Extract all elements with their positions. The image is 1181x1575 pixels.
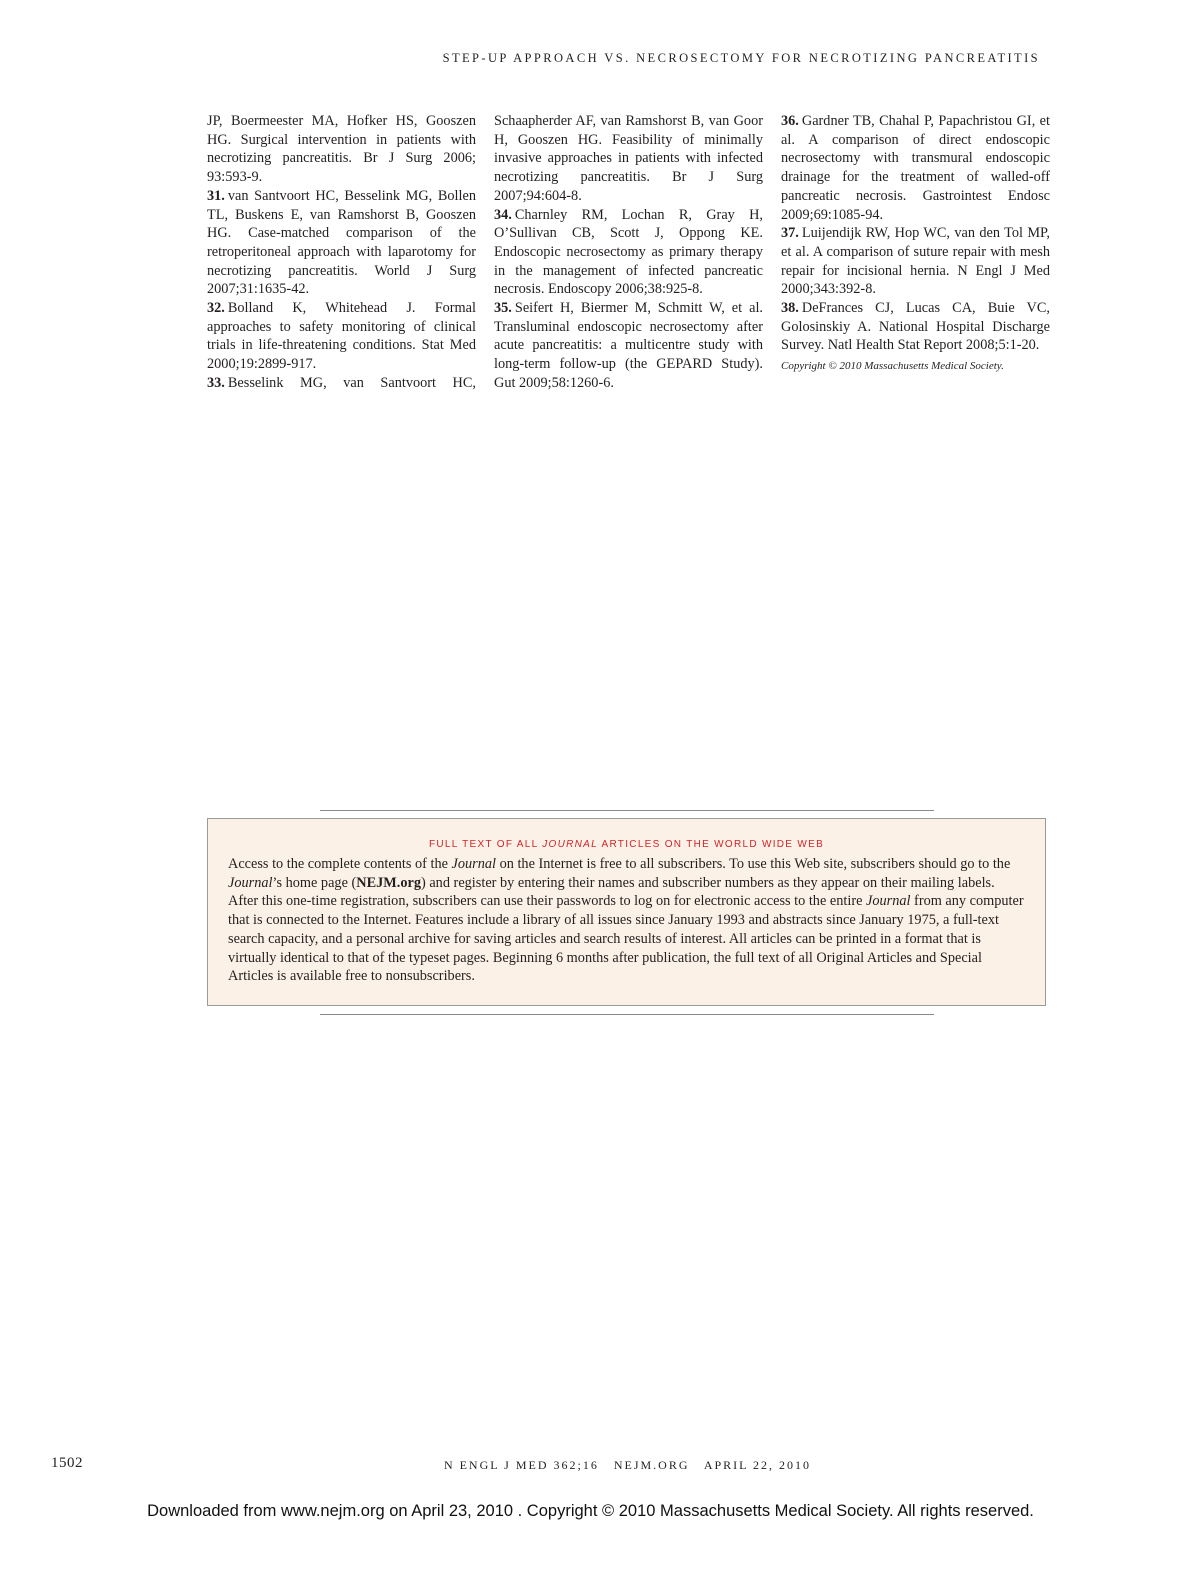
notice-text: from any computer that is connected to the Internet. Features include a library of all issues since January 1993 and abstracts since January 1975, a full-text search capacity, and a personal archive for saving articles and search results of interest. All articles can be printed in a format that is virtually identical to that of the typeset pages. Beginning 6 months after publication, the full text of all Original Articles and Special Articles is available free to nonsubscribers. (228, 893, 1024, 985)
reference-item (494, 299, 763, 393)
divider-top (320, 810, 934, 811)
reference-number: 37. (781, 225, 799, 242)
running-head: STEP-UP APPROACH VS. NECROSECTOMY FOR NECROTIZING PANCREATITIS (442, 51, 1040, 65)
reference-item (207, 112, 476, 187)
journal-name: Journal (228, 874, 273, 891)
reference-item (781, 299, 1050, 355)
notice-title-part: ARTICLES ON THE WORLD WIDE WEB (597, 839, 825, 850)
reference-column-2 (494, 112, 763, 393)
reference-text: Schaapherder AF, van Ramshorst B, van Goor H, Gooszen HG. Feasibility of minimally invasive approaches in patients with infected necrotizing pancreatitis. Br J Surg 2007;94:604-8. (494, 113, 763, 204)
reference-number: 35. (494, 300, 512, 317)
reference-text: JP, Boermeester MA, Hofker HS, Gooszen HG. Surgical intervention in patients with necrotizing pancreatitis. Br J Surg 2006; 93:593-9. (207, 113, 476, 186)
reference-item (494, 206, 763, 300)
reference-item (207, 187, 476, 299)
journal-citation: N ENGL J MED 362;16 NEJM.ORG APRIL 22, 2010 (443, 1458, 812, 1472)
reference-text: DeFrances CJ, Lucas CA, Buie VC, Golosinskiy A. National Hospital Discharge Survey. Natl Health Stat Report 2008;5:1-20. (781, 300, 1050, 354)
nejm-link[interactable]: NEJM.org (356, 874, 421, 891)
reference-text: Charnley RM, Lochan R, Gray H, O’Sullivan CB, Scott J, Oppong KE. Endoscopic necrosectomy as primary therapy in the management of infected pancreatic necrosis. Endoscopy 2006;38:925-8. (494, 206, 763, 298)
notice-text: ) and register by entering their names and subscriber numbers as they appear on their mailing labels. After this one-time registration, subscribers can use their passwords to log on for electronic access to the entire (228, 874, 995, 910)
web-access-notice-box (207, 818, 1046, 1006)
reference-item (207, 374, 476, 393)
journal-name: Journal (451, 856, 496, 872)
download-notice: Downloaded from www.nejm.org on April 23, 2010 . Copyright © 2010 Massachusetts Medical Society. All rights reserved. (147, 1502, 1034, 1520)
reference-text: van Santvoort HC, Besselink MG, Bollen TL, Buskens E, van Ramshorst B, Gooszen HG. Case-matched comparison of the retroperitoneal approach with laparotomy for necrotizing pancreatitis. World J Surg 2007;31:1635-42. (207, 187, 476, 298)
copyright-notice: Copyright © 2010 Massachusetts Medical Society. (781, 360, 1004, 373)
notice-title-journal: JOURNAL (542, 839, 598, 850)
notice-title (228, 839, 1025, 850)
reference-item (207, 299, 476, 374)
notice-text: Access to the complete contents of the (228, 856, 452, 872)
reference-text: Luijendijk RW, Hop WC, van den Tol MP, et al. A comparison of suture repair with mesh repair for incisional hernia. N Engl J Med 2000;343:392-8. (781, 225, 1050, 298)
reference-text: Gardner TB, Chahal P, Papachristou GI, et al. A comparison of direct endoscopic necrosectomy with transmural endoscopic drainage for the treatment of walled-off pancreatic necrosis. Gastrointest Endosc 2009;69:1085-94. (781, 113, 1050, 223)
reference-column-3 (781, 112, 1050, 387)
reference-text: Besselink MG, van Santvoort HC, (227, 374, 476, 391)
reference-text: Seifert H, Biermer M, Schmitt W, et al. Transluminal endoscopic necrosectomy after acute pancreatitis: a multicentre study with long-term follow-up (the GEPARD Study). Gut 2009;58:1260-6. (494, 300, 763, 391)
notice-title-part: FULL TEXT OF ALL (428, 839, 543, 850)
reference-number: 34. (494, 206, 512, 223)
journal-name: Journal (866, 893, 911, 910)
reference-item (781, 224, 1050, 299)
reference-number: 31. (207, 187, 225, 204)
reference-item (494, 112, 763, 206)
notice-text: ’s home page ( (272, 874, 357, 891)
reference-number: 36. (781, 113, 799, 129)
reference-column-1 (207, 112, 476, 393)
notice-body (228, 855, 1025, 986)
reference-item (781, 112, 1050, 224)
reference-text: Bolland K, Whitehead J. Formal approaches to safety monitoring of clinical trials in life-threatening conditions. Stat Med 2000;19:2899-917. (207, 300, 476, 373)
reference-number: 38. (781, 300, 799, 317)
reference-number: 32. (207, 300, 225, 317)
notice-text: on the Internet is free to all subscribers. To use this Web site, subscribers should go to the (496, 856, 1011, 872)
page-number: 1502 (51, 1455, 83, 1471)
divider-bottom (320, 1014, 934, 1015)
reference-number: 33. (207, 374, 225, 391)
